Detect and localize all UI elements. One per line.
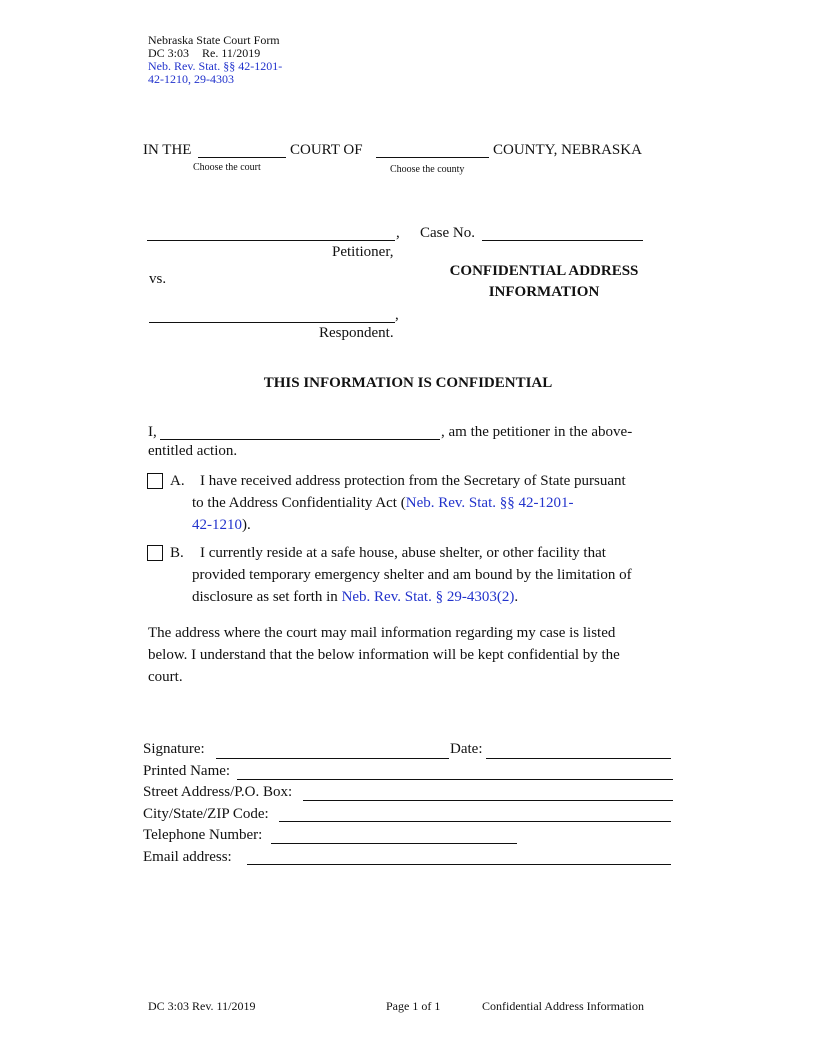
intro-suffix: , am the petitioner in the above- <box>441 424 633 440</box>
respondent-comma: , <box>395 307 399 323</box>
form-name: Nebraska State Court Form <box>148 33 280 47</box>
option-b-text3: disclosure as set forth in <box>192 589 342 605</box>
petitioner-label: Petitioner, <box>332 244 394 260</box>
city-label: City/State/ZIP Code: <box>143 806 269 822</box>
option-a-checkbox[interactable] <box>147 473 163 489</box>
mail-line1: The address where the court may mail information regarding my case is listed <box>148 625 616 641</box>
respondent-field[interactable] <box>149 322 395 323</box>
option-a-statute-link1[interactable]: Neb. Rev. Stat. §§ 42-1201- <box>405 495 574 511</box>
city-field[interactable] <box>279 821 671 822</box>
mail-line3: court. <box>148 669 183 685</box>
option-b-statute-link[interactable]: Neb. Rev. Stat. § 29-4303(2) <box>341 589 515 605</box>
footer-page-number: Page 1 of 1 <box>386 999 441 1013</box>
option-b-text4: . <box>514 589 519 605</box>
signature-field[interactable] <box>216 758 449 759</box>
date-label: Date: <box>450 741 483 757</box>
mail-line2: below. I understand that the below information will be kept confidential by the <box>148 647 620 663</box>
street-field[interactable] <box>303 800 673 801</box>
vs-label: vs. <box>149 271 167 287</box>
option-b-text1: I currently reside at a safe house, abuse shelter, or other facility that <box>200 545 606 561</box>
respondent-label: Respondent. <box>319 325 394 341</box>
petitioner-field[interactable] <box>147 240 395 241</box>
option-a-line3 <box>192 514 251 536</box>
case-no-field[interactable] <box>482 240 643 241</box>
option-b-checkbox[interactable] <box>147 545 163 561</box>
email-label: Email address: <box>143 849 232 865</box>
option-b-letter: B. <box>170 545 184 561</box>
county-field[interactable] <box>376 157 489 158</box>
footer-title: Confidential Address Information <box>482 999 644 1013</box>
petitioner-comma: , <box>396 225 400 241</box>
document-title-line2: INFORMATION <box>488 284 600 300</box>
intro-line2: entitled action. <box>148 443 238 459</box>
printed-name-field[interactable] <box>237 779 673 780</box>
footer-form-rev: DC 3:03 Rev. 11/2019 <box>148 999 256 1013</box>
option-a-line2 <box>192 492 574 514</box>
in-the-label: IN THE <box>143 142 192 158</box>
printed-name-label: Printed Name: <box>143 763 231 779</box>
statute-link-line1[interactable]: Neb. Rev. Stat. §§ 42-1201- <box>148 59 283 73</box>
telephone-field[interactable] <box>271 843 517 844</box>
intro-prefix: I, <box>148 424 157 440</box>
form-revision: Re. 11/2019 <box>202 46 261 60</box>
street-label: Street Address/P.O. Box: <box>143 784 293 800</box>
county-nebraska-label: COUNTY, NEBRASKA <box>493 142 642 158</box>
document-title-line1: CONFIDENTIAL ADDRESS <box>449 263 639 279</box>
confidential-heading: THIS INFORMATION IS CONFIDENTIAL <box>263 375 553 391</box>
option-a-letter: A. <box>170 473 185 489</box>
option-a-text3: ). <box>242 517 251 533</box>
option-a-text1: I have received address protection from the Secretary of State pursuant <box>200 473 626 489</box>
option-b-text2: provided temporary emergency shelter and am bound by the limitation of <box>192 567 632 583</box>
case-no-label: Case No. <box>420 225 475 241</box>
telephone-label: Telephone Number: <box>143 827 263 843</box>
court-of-label: COURT OF <box>290 142 363 158</box>
choose-county-hint[interactable]: Choose the county <box>390 164 465 175</box>
option-a-text2: to the Address Confidentiality Act ( <box>192 495 406 511</box>
signature-label: Signature: <box>143 741 205 757</box>
statute-link-line2[interactable]: 42-1210, 29-4303 <box>148 72 234 86</box>
petitioner-name-field[interactable] <box>160 439 440 440</box>
form-number: DC 3:03 <box>148 46 190 60</box>
date-field[interactable] <box>486 758 671 759</box>
choose-court-hint[interactable]: Choose the court <box>193 162 261 173</box>
option-b-line3 <box>192 586 518 608</box>
court-field[interactable] <box>198 157 286 158</box>
option-a-statute-link2[interactable]: 42-1210 <box>192 517 242 533</box>
email-field[interactable] <box>247 864 671 865</box>
